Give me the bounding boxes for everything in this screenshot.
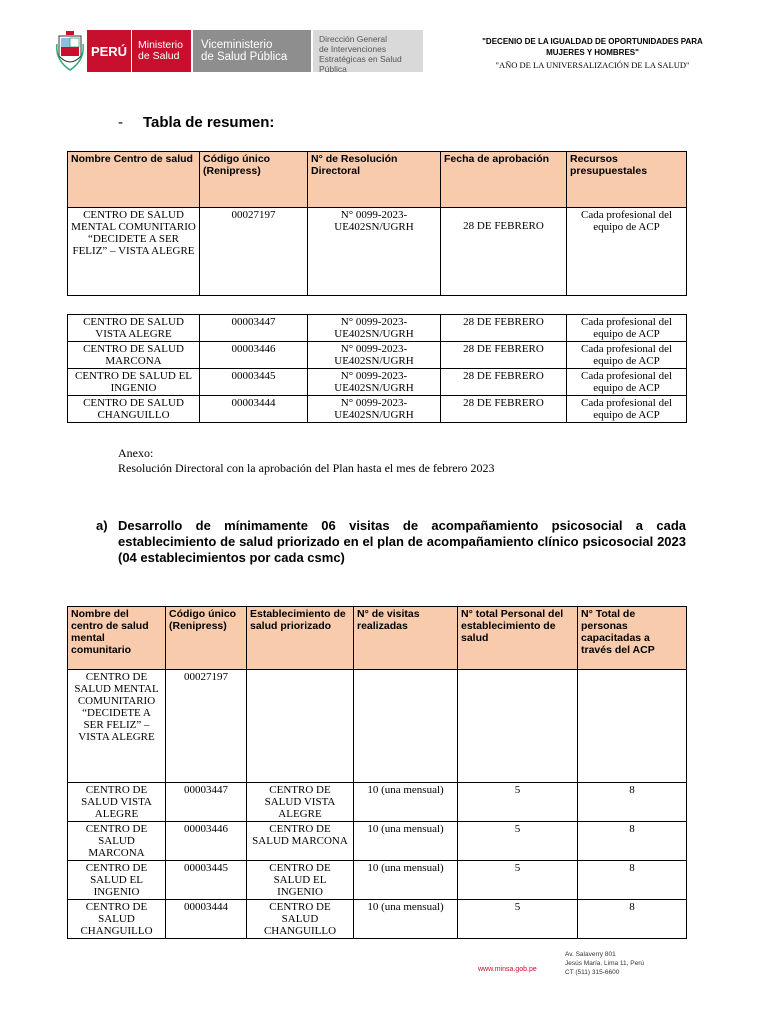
- table-cell: 28 DE FEBRERO: [441, 315, 567, 342]
- table-cell: 28 DE FEBRERO: [441, 396, 567, 423]
- table-cell: 8: [578, 900, 687, 939]
- ministerio-line2: de Salud: [138, 50, 180, 62]
- table-cell: 5: [458, 783, 578, 822]
- table-cell: CENTRO DE SALUD VISTA ALEGRE: [247, 783, 354, 822]
- table-cell: Cada profesional del equipo de ACP: [567, 342, 687, 369]
- table-row: [68, 208, 687, 296]
- table-row: [68, 900, 687, 939]
- dir-line2: de Intervenciones: [319, 44, 387, 54]
- table-cell: CENTRO DE SALUD CHANGUILLO: [68, 396, 200, 423]
- ministerio-label: [131, 30, 191, 72]
- table-header: Fecha de aprobación: [441, 152, 567, 208]
- table-header: N° de visitas realizadas: [354, 607, 458, 670]
- coat-of-arms-icon: [55, 30, 85, 72]
- anexo-label: Anexo:: [118, 446, 154, 460]
- table-cell: 5: [458, 861, 578, 900]
- table-cell: [458, 670, 578, 783]
- peru-label: PERÚ: [87, 30, 131, 72]
- vice-line2: de Salud Pública: [201, 51, 288, 63]
- table-row: [68, 342, 687, 369]
- anexo-text: Resolución Directoral con la aprobación del Plan hasta el mes de febrero 2023: [118, 461, 495, 475]
- table-header-row: [68, 152, 687, 208]
- table-header-row: [68, 607, 687, 670]
- table-cell: CENTRO DE SALUD EL INGENIO: [68, 861, 166, 900]
- table-cell: [247, 670, 354, 783]
- table-row: [68, 861, 687, 900]
- section-title: [118, 114, 274, 131]
- table-cell: 00003447: [166, 783, 247, 822]
- table-cell: CENTRO DE SALUD VISTA ALEGRE: [68, 783, 166, 822]
- table-row: [68, 783, 687, 822]
- table-cell: CENTRO DE SALUD EL INGENIO: [247, 861, 354, 900]
- footer-addr-line3: CT (511) 315-6600: [565, 969, 620, 976]
- table-header: Recursos presupuestales: [567, 152, 687, 208]
- table-cell: Cada profesional del equipo de ACP: [567, 369, 687, 396]
- table-header: N° total Personal del establecimiento de salud: [458, 607, 578, 670]
- viceministerio-label: [193, 30, 311, 72]
- footer-url[interactable]: www.minsa.gob.pe: [478, 966, 537, 973]
- table-cell: [354, 670, 458, 783]
- table-cell: 00003445: [200, 369, 308, 396]
- table-header: Código único (Renipress): [166, 607, 247, 670]
- visits-table: [67, 606, 687, 939]
- ministerio-line1: Ministerio: [138, 39, 183, 51]
- table-cell: 5: [458, 822, 578, 861]
- table-cell: 5: [458, 900, 578, 939]
- table-cell: 10 (una mensual): [354, 861, 458, 900]
- table-cell: 8: [578, 783, 687, 822]
- table-cell: CENTRO DE SALUD MENTAL COMUNITARIO “DECIDETE A SER FELIZ” – VISTA ALEGRE: [68, 670, 166, 783]
- table-cell: 00027197: [166, 670, 247, 783]
- table-cell: Cada profesional del equipo de ACP: [567, 208, 687, 296]
- table-cell: 00003444: [166, 900, 247, 939]
- table-cell: Cada profesional del equipo de ACP: [567, 396, 687, 423]
- table-cell: N° 0099-2023-UE402SN/UGRH: [308, 342, 441, 369]
- table-cell: CENTRO DE SALUD CHANGUILLO: [68, 900, 166, 939]
- table-cell: 28 DE FEBRERO: [441, 342, 567, 369]
- table-cell: CENTRO DE SALUD MENTAL COMUNITARIO “DECIDETE A SER FELIZ” – VISTA ALEGRE: [68, 208, 200, 296]
- table-cell: CENTRO DE SALUD CHANGUILLO: [247, 900, 354, 939]
- table-cell: 8: [578, 822, 687, 861]
- table-header: Nombre Centro de salud: [68, 152, 200, 208]
- table-header: N° de Resolución Directoral: [308, 152, 441, 208]
- table-row: [68, 822, 687, 861]
- section-title-text: Tabla de resumen:: [143, 114, 275, 131]
- ministry-logo: [55, 30, 423, 72]
- table-cell: 00027197: [200, 208, 308, 296]
- table-cell: [578, 670, 687, 783]
- table-cell: CENTRO DE SALUD MARCONA: [68, 342, 200, 369]
- footer-address: [565, 950, 644, 977]
- direccion-label: [313, 30, 423, 72]
- table-header: N° Total de personas capacitadas a través del ACP: [578, 607, 687, 670]
- table-cell: N° 0099-2023-UE402SN/UGRH: [308, 396, 441, 423]
- table-header: Código único (Renipress): [200, 152, 308, 208]
- table-cell: CENTRO DE SALUD MARCONA: [68, 822, 166, 861]
- table-cell: 28 DE FEBRERO: [441, 208, 567, 296]
- table-cell: 10 (una mensual): [354, 900, 458, 939]
- summary-table: [67, 151, 687, 296]
- table-cell: 00003444: [200, 396, 308, 423]
- table-cell: Cada profesional del equipo de ACP: [567, 315, 687, 342]
- table-cell: 00003446: [200, 342, 308, 369]
- dir-line3: Estratégicas en Salud Pública: [319, 54, 402, 74]
- table-cell: 00003447: [200, 315, 308, 342]
- table-cell: CENTRO DE SALUD MARCONA: [247, 822, 354, 861]
- table-cell: CENTRO DE SALUD EL INGENIO: [68, 369, 200, 396]
- item-a: [96, 518, 686, 566]
- footer-addr-line1: Av. Salaverry 801: [565, 951, 616, 958]
- anexo-note: [118, 446, 495, 476]
- table-cell: N° 0099-2023-UE402SN/UGRH: [308, 315, 441, 342]
- table-cell: N° 0099-2023-UE402SN/UGRH: [308, 369, 441, 396]
- dir-line1: Dirección General: [319, 34, 388, 44]
- table-cell: 00003446: [166, 822, 247, 861]
- item-a-label: a): [96, 518, 108, 533]
- table-cell: N° 0099-2023-UE402SN/UGRH: [308, 208, 441, 296]
- table-row: [68, 670, 687, 783]
- table-cell: 00003445: [166, 861, 247, 900]
- vice-line1: Viceministerio: [201, 39, 273, 51]
- table-row: [68, 396, 687, 423]
- table-row: [68, 369, 687, 396]
- summary-table-continued: [67, 314, 687, 423]
- table-header: Nombre del centro de salud mental comunitario: [68, 607, 166, 670]
- table-cell: 28 DE FEBRERO: [441, 369, 567, 396]
- decenio-heading: "DECENIO DE LA IGUALDAD DE OPORTUNIDADES PARA MUJERES Y HOMBRES": [482, 37, 703, 57]
- item-a-text: Desarrollo de mínimamente 06 visitas de acompañamiento psicosocial a cada establecimiento de salud priorizado en el plan de acompañamiento clínico psicosocial 2023 (04 establecimientos por cada csmc): [118, 518, 686, 565]
- table-cell: CENTRO DE SALUD VISTA ALEGRE: [68, 315, 200, 342]
- table-cell: 8: [578, 861, 687, 900]
- table-row: [68, 315, 687, 342]
- table-header: Establecimiento de salud priorizado: [247, 607, 354, 670]
- footer-addr-line2: Jesús María. Lima 11, Perú: [565, 960, 644, 967]
- table-cell: 10 (una mensual): [354, 822, 458, 861]
- section-dash: -: [118, 114, 123, 131]
- anio-heading: "AÑO DE LA UNIVERSALIZACIÓN DE LA SALUD": [495, 60, 690, 70]
- table-cell: 10 (una mensual): [354, 783, 458, 822]
